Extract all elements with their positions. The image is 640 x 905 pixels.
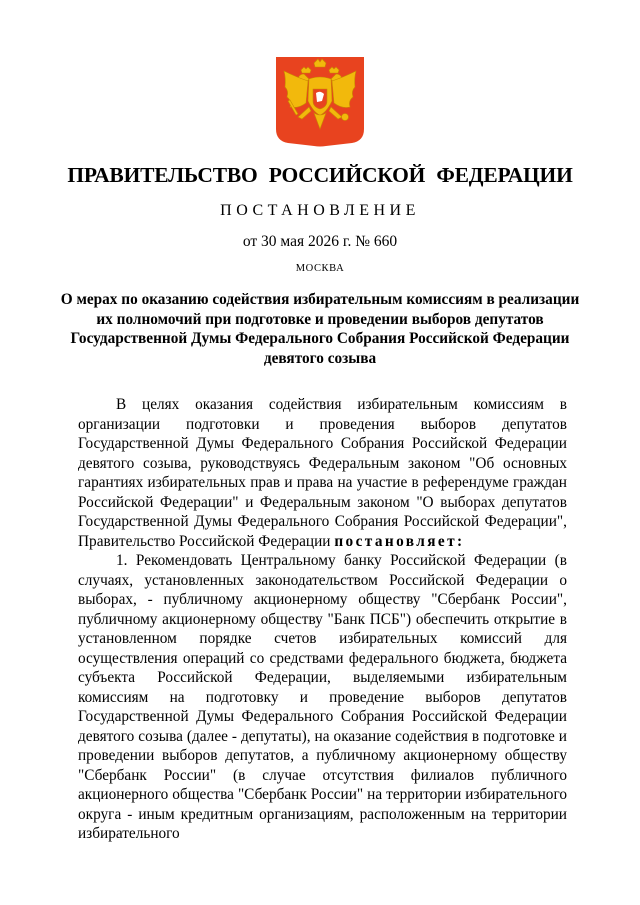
clause-1-paragraph: 1. Рекомендовать Центральному банку Российской Федерации (в случаях, установленных законодательством Российской Федерации о выборах, - публичному акционерному обществу "Сбербанк России", публичному акционерному обществу "Банк ПСБ") обеспечить открытие в установленном порядке счетов избирательных комиссий для осуществления операций со средствами федерального бюджета, бюджета субъекта Российской Федерации, выделяемыми избирательным комиссиям на подготовку и проведение выборов депутатов Государственной Думы Федерального Собрания Российской Федерации девятого созыва (далее - депутаты), на оказание содействия в подготовке и проведении выборов депутатов, а публичному акционерному обществу "Сбербанк России" (в случае отсутствия филиалов публичного акционерного общества "Сбербанк России" на территории избирательного округа - иным кредитным организациям, расположенным на территории избирательного bbox=[78, 552, 567, 842]
document-subject: О мерах по оказанию содействия избирательным комиссиям в реализации их полномочий при подготовке и проведении выборов депутатов Государственной Думы Федерального Собрания Российской Федерации девятого созыва bbox=[60, 291, 580, 367]
document-city: МОСКВА bbox=[295, 263, 345, 274]
document-body bbox=[78, 395, 567, 844]
preamble-text: В целях оказания содействия избирательным комиссиям в организации подготовки и проведения выборов депутатов Государственной Думы Федерального Собрания Российской Федерации девятого созыва, руководствуясь Федеральным законом "Об основных гарантиях избирательных прав и права на участие в референдуме граждан Российской Федерации" и Федеральным законом "О выборах депутатов Государственной Думы Федерального Собрания Российской Федерации", Правительство Российской Федерации bbox=[78, 396, 567, 550]
double-headed-eagle-icon bbox=[276, 57, 364, 147]
document-type: ПОСТАНОВЛЕНИЕ bbox=[220, 202, 420, 219]
document-date-number: от 30 мая 2026 г. № 660 bbox=[242, 233, 398, 250]
preamble-paragraph bbox=[78, 395, 567, 551]
government-title: ПРАВИТЕЛЬСТВО РОССИЙСКОЙ ФЕДЕРАЦИИ bbox=[67, 163, 573, 187]
resolves-keyword: постановляет: bbox=[334, 532, 465, 550]
coat-of-arms-emblem bbox=[276, 57, 364, 147]
